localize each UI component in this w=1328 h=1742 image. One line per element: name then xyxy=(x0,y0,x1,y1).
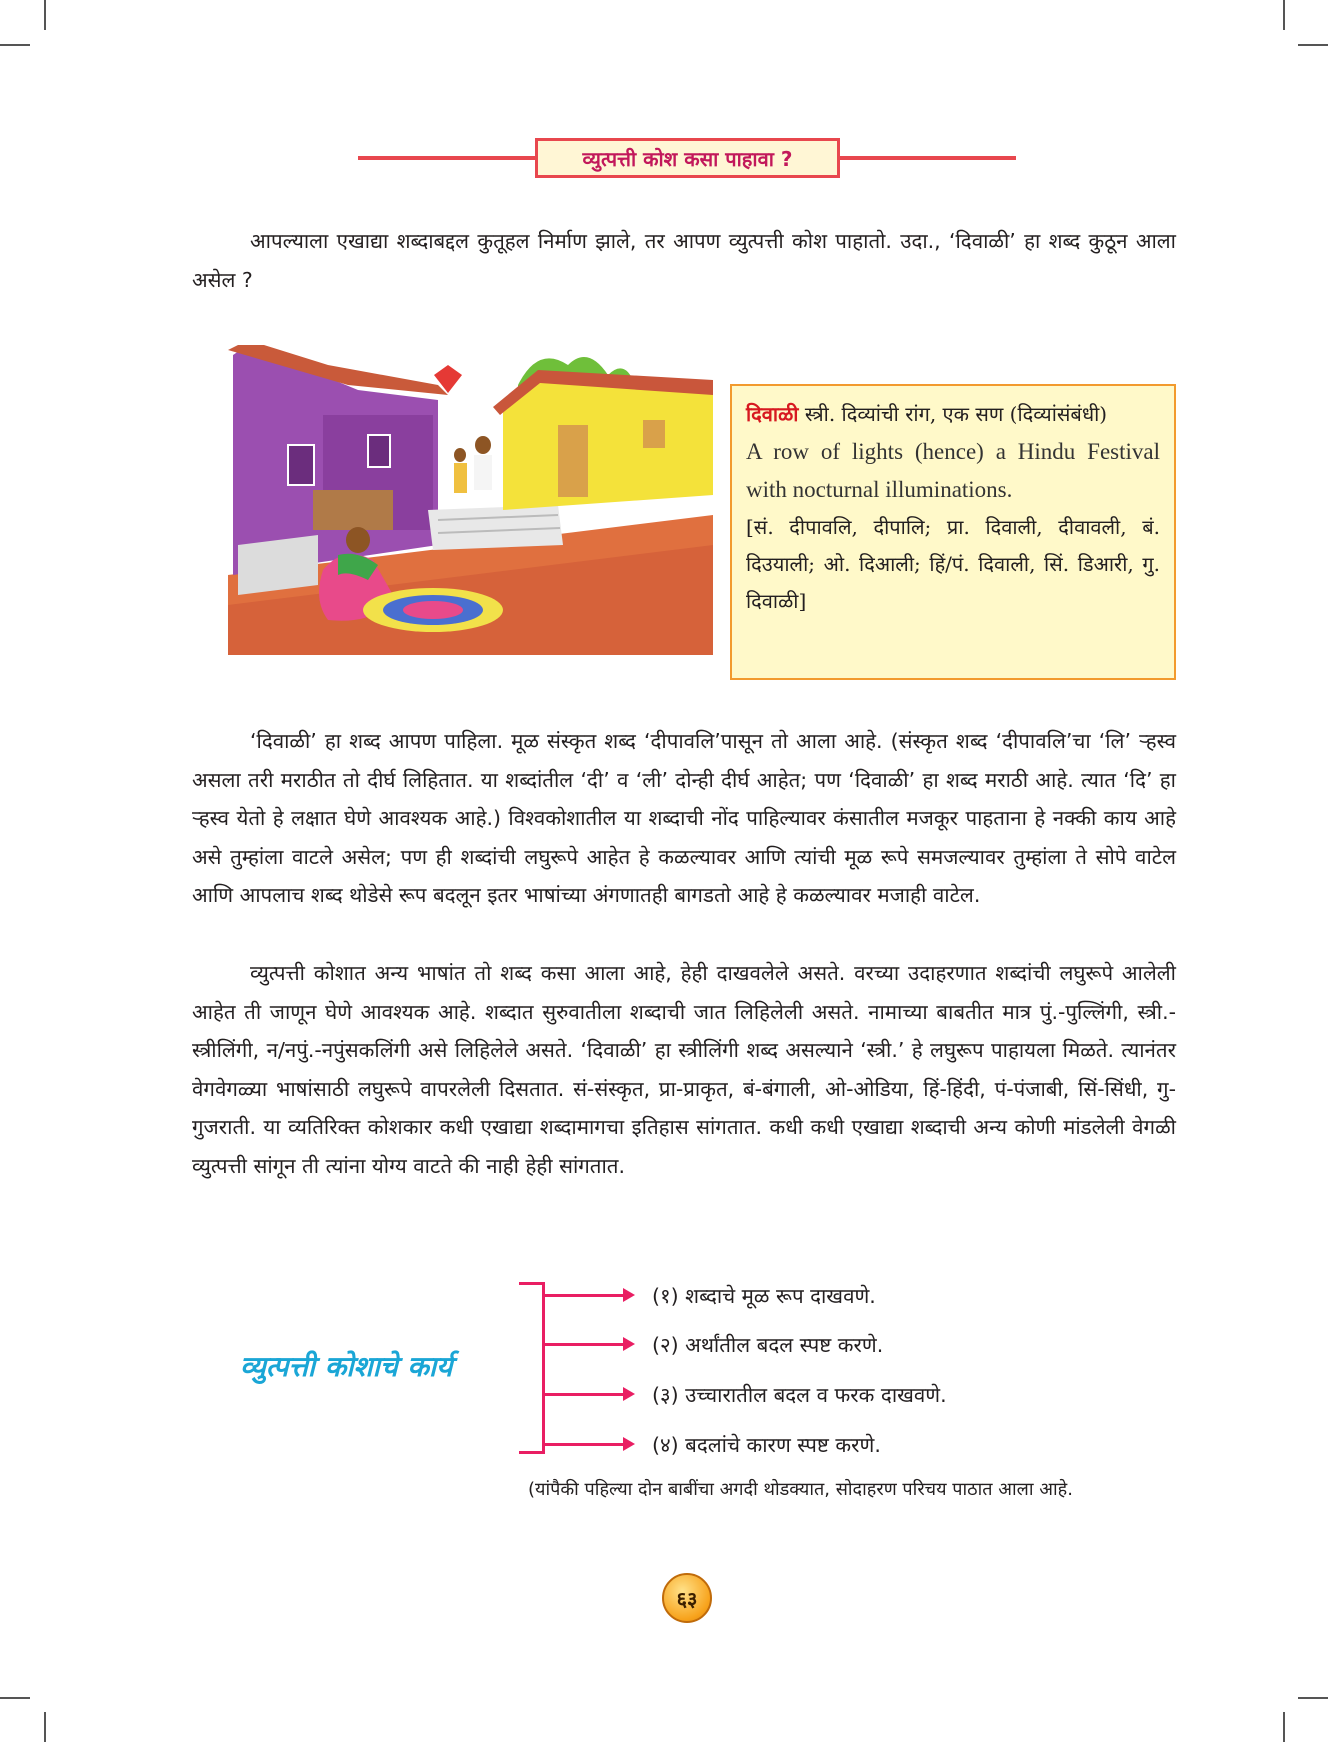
function-item: (२) अर्थांतील बदल स्पष्ट करणे. xyxy=(652,1333,884,1357)
header-line-right xyxy=(838,156,1016,160)
section-title-box xyxy=(535,138,840,178)
crop-mark xyxy=(0,44,30,46)
crop-mark xyxy=(0,1697,30,1699)
arrow-icon xyxy=(545,1294,625,1297)
crop-mark xyxy=(44,0,46,30)
dictionary-headword: दिवाळी xyxy=(746,402,799,426)
intro-paragraph: आपल्याला एखाद्या शब्दाबद्दल कुतूहल निर्माण झाले, तर आपण व्युत्पत्ती कोश पाहातो. उदा., ‘दिवाळी’ हा शब्द कुठून आला असेल ? xyxy=(192,229,1176,292)
dictionary-entry xyxy=(730,384,1176,680)
dictionary-marathi-meaning: स्त्री. दिव्यांची रांग, एक सण (दिव्यांसंबंधी) xyxy=(798,402,1108,426)
functions-bracket xyxy=(519,1282,545,1454)
dictionary-english-meaning: A row of lights (hence) a Hindu Festival with nocturnal illuminations. xyxy=(746,439,1160,502)
functions-title: व्युत्पत्ती कोशाचे कार्य xyxy=(240,1350,453,1383)
crop-mark xyxy=(1283,1712,1285,1742)
page-number: ६३ xyxy=(676,1586,698,1611)
body-paragraph-2: व्युत्पत्ती कोशात अन्य भाषांत तो शब्द कसा आला आहे, हेही दाखवलेले असते. वरच्या उदाहरणात शब्दांची लघुरूपे आलेली आहेत ती जाणून घेणे आवश्यक आहे. शब्दात सुरुवातीला शब्दाची जात लिहिलेली असते. नामाच्या बाबतीत मात्र पुं.-पुल्लिंगी, स्त्री.- स्त्रीलिंगी, न/नपुं.-नपुंसकलिंगी असे लिहिलेले असते. ‘दिवाळी’ हा स्त्रीलिंगी शब्द असल्याने ‘स्त्री.’ हे लघुरूप पाहायला मिळते. त्यानंतर वेगवेगळ्या भाषांसाठी लघुरूपे वापरलेली दिसतात. सं-संस्कृत, प्रा-प्राकृत, बं-बंगाली, ओ-ओडिया, हिं-हिंदी, पं-पंजाबी, सिं-सिंधी, गु-गुजराती. या व्यतिरिक्त कोशकार कधी एखाद्या शब्दामागचा इतिहास सांगतात. कधी कधी एखाद्या शब्दाची अन्य कोणी मांडलेली वेगळी व्युत्पत्ती सांगून ती त्यांना योग्य वाटते की नाही हेही सांगतात. xyxy=(192,961,1176,1178)
crop-mark xyxy=(1298,44,1328,46)
functions-note: (यांपैकी पहिल्या दोन बाबींचा अगदी थोडक्यात, सोदाहरण परिचय पाठात आला आहे. xyxy=(528,1479,1073,1500)
function-item: (३) उच्चारातील बदल व फरक दाखवणे. xyxy=(652,1383,947,1407)
arrow-icon xyxy=(545,1343,625,1346)
header-line-left xyxy=(358,156,538,160)
page-number-badge xyxy=(662,1573,712,1623)
arrow-icon xyxy=(545,1443,625,1446)
function-item: (१) शब्दाचे मूळ रूप दाखवणे. xyxy=(652,1284,876,1308)
dictionary-etymology: [सं. दीपावलि, दीपालि; प्रा. दिवाली, दीवावली, बं. दिउयाली; ओ. दिआली; हिं/पं. दिवाली, सिं. डिआरी, गु. दिवाळी] xyxy=(746,515,1160,613)
crop-mark xyxy=(1283,0,1285,30)
diwali-illustration xyxy=(228,345,713,655)
section-title: व्युत्पत्ती कोश कसा पाहावा ? xyxy=(582,146,793,171)
body-paragraph-1: ‘दिवाळी’ हा शब्द आपण पाहिला. मूळ संस्कृत शब्द ‘दीपावलि’पासून तो आला आहे. (संस्कृत शब्द ‘दीपावलि’चा ‘लि’ ऱ्हस्व असला तरी मराठीत तो दीर्घ लिहितात. या शब्दांतील ‘दी’ व ‘ली’ दोन्ही दीर्घ आहेत; पण ‘दिवाळी’ हा शब्द मराठी आहे. त्यात ‘दि’ हा ऱ्हस्व येतो हे लक्षात घेणे आवश्यक आहे.) विश्वकोशातील या शब्दाची नोंद पाहिल्यावर कंसातील मजकूर पाहताना हे नक्की काय आहे असे तुम्हांला वाटले असेल; पण ही शब्दांची लघुरूपे आहेत हे कळल्यावर आणि त्यांची मूळ रूपे समजल्यावर तुम्हांला ते सोपे वाटेल आणि आपलाच शब्द थोडेसे रूप बदलून इतर भाषांच्या अंगणातही बागडतो आहे हे कळल्यावर मजाही वाटेल. xyxy=(192,729,1176,907)
crop-mark xyxy=(1298,1697,1328,1699)
crop-mark xyxy=(44,1712,46,1742)
arrow-icon xyxy=(545,1393,625,1396)
function-item: (४) बदलांचे कारण स्पष्ट करणे. xyxy=(652,1433,881,1457)
